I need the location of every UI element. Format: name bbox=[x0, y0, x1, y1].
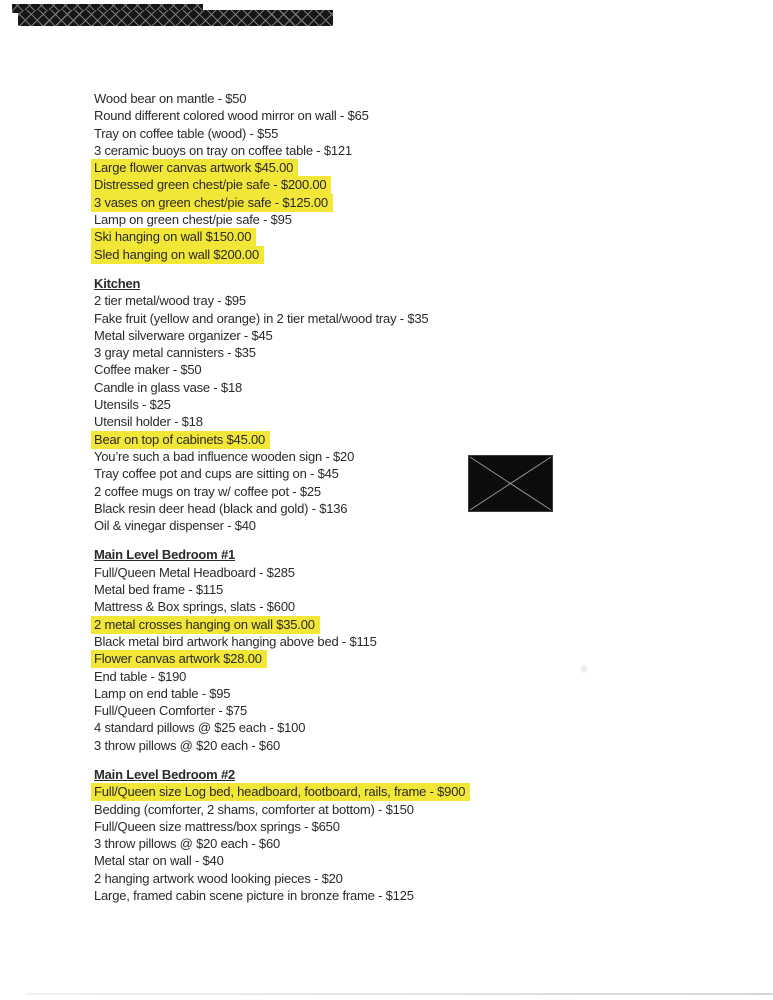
list-item bbox=[94, 125, 654, 142]
list-item bbox=[94, 719, 654, 736]
section-title: Kitchen bbox=[94, 275, 141, 291]
list-item bbox=[94, 835, 654, 852]
list-item bbox=[94, 737, 654, 754]
item-text: Tray coffee pot and cups are sitting on - $45 bbox=[94, 466, 339, 482]
item-text: 2 coffee mugs on tray w/ coffee pot - $25 bbox=[94, 483, 321, 499]
list-item bbox=[94, 413, 654, 430]
item-text: Metal silverware organizer - $45 bbox=[94, 327, 273, 343]
list-item bbox=[94, 887, 654, 904]
list-item bbox=[94, 598, 654, 615]
item-text: Mattress & Box springs, slats - $600 bbox=[94, 599, 295, 615]
list-item bbox=[94, 564, 654, 581]
item-text: Tray on coffee table (wood) - $55 bbox=[94, 125, 279, 141]
list-item bbox=[94, 783, 654, 800]
item-text: 3 gray metal cannisters - $35 bbox=[94, 345, 256, 361]
highlighted-item-text: Ski hanging on wall $150.00 bbox=[91, 228, 256, 246]
list-item bbox=[94, 90, 654, 107]
scan-edge-artifact bbox=[26, 993, 773, 995]
item-text: You’re such a bad influence wooden sign - $20 bbox=[94, 448, 355, 464]
list-item bbox=[94, 211, 654, 228]
item-text: Wood bear on mantle - $50 bbox=[94, 91, 247, 106]
list-item bbox=[94, 228, 654, 245]
list-item bbox=[94, 668, 654, 685]
item-text: Full/Queen size mattress/box springs - $650 bbox=[94, 818, 340, 834]
list-item bbox=[94, 801, 654, 818]
highlighted-item-text: 2 metal crosses hanging on wall $35.00 bbox=[91, 616, 320, 634]
section-untitled bbox=[94, 90, 654, 263]
item-text: 2 hanging artwork wood looking pieces - $20 bbox=[94, 870, 343, 886]
section-title: Main Level Bedroom #1 bbox=[94, 547, 236, 563]
item-text: Lamp on end table - $95 bbox=[94, 685, 231, 701]
redacted-photo-box bbox=[468, 455, 553, 512]
section-title: Main Level Bedroom #2 bbox=[94, 766, 236, 782]
item-text: Black metal bird artwork hanging above bed - $115 bbox=[94, 633, 377, 649]
item-text: End table - $190 bbox=[94, 668, 187, 684]
highlighted-item-text: Bear on top of cabinets $45.00 bbox=[91, 431, 270, 449]
item-text: Metal star on wall - $40 bbox=[94, 853, 224, 869]
list-item bbox=[94, 650, 654, 667]
item-text: 4 standard pillows @ $25 each - $100 bbox=[94, 720, 306, 736]
list-item bbox=[94, 361, 654, 378]
list-item bbox=[94, 327, 654, 344]
highlighted-item-text: Large flower canvas artwork $45.00 bbox=[91, 159, 298, 177]
item-text: Fake fruit (yellow and orange) in 2 tier metal/wood tray - $35 bbox=[94, 310, 429, 326]
list-item bbox=[94, 818, 654, 835]
item-text: 3 throw pillows @ $20 each - $60 bbox=[94, 737, 281, 753]
item-text: Black resin deer head (black and gold) - $136 bbox=[94, 500, 348, 516]
list-item bbox=[94, 581, 654, 598]
item-text: Bedding (comforter, 2 shams, comforter at bottom) - $150 bbox=[94, 801, 414, 817]
list-item bbox=[94, 517, 654, 534]
item-text: Full/Queen Metal Headboard - $285 bbox=[94, 564, 295, 580]
list-item bbox=[94, 107, 654, 124]
list-item bbox=[94, 431, 654, 448]
item-text: Large, framed cabin scene picture in bronze frame - $125 bbox=[94, 888, 414, 904]
inventory-list bbox=[94, 90, 654, 904]
list-item bbox=[94, 292, 654, 309]
list-item bbox=[94, 142, 654, 159]
highlighted-item-text: Flower canvas artwork $28.00 bbox=[91, 650, 267, 668]
item-text: Coffee maker - $50 bbox=[94, 362, 202, 378]
list-item bbox=[94, 159, 654, 176]
list-item bbox=[94, 448, 654, 465]
item-text: Round different colored wood mirror on wall - $65 bbox=[94, 108, 369, 124]
redacted-header-bar-main bbox=[18, 10, 333, 26]
section-main-level-bedroom-2 bbox=[94, 766, 654, 904]
item-text: 2 tier metal/wood tray - $95 bbox=[94, 293, 246, 309]
item-text: Full/Queen Comforter - $75 bbox=[94, 703, 248, 719]
x-cross-icon bbox=[469, 456, 552, 511]
highlighted-item-text: Sled hanging on wall $200.00 bbox=[91, 246, 264, 264]
list-item bbox=[94, 500, 654, 517]
highlighted-item-text: 3 vases on green chest/pie safe - $125.00 bbox=[91, 194, 333, 212]
section-main-level-bedroom-1 bbox=[94, 546, 654, 754]
list-item bbox=[94, 685, 654, 702]
item-text: Lamp on green chest/pie safe - $95 bbox=[94, 212, 292, 228]
list-item bbox=[94, 870, 654, 887]
item-text: 3 ceramic buoys on tray on coffee table - $121 bbox=[94, 142, 352, 158]
list-item bbox=[94, 465, 654, 482]
section-kitchen bbox=[94, 275, 654, 534]
list-item bbox=[94, 176, 654, 193]
list-item bbox=[94, 633, 654, 650]
list-item bbox=[94, 246, 654, 263]
highlighted-item-text: Distressed green chest/pie safe - $200.00 bbox=[91, 176, 331, 194]
scan-smudge-artifact bbox=[581, 665, 587, 673]
item-text: Utensils - $25 bbox=[94, 397, 171, 413]
list-item bbox=[94, 310, 654, 327]
list-item bbox=[94, 194, 654, 211]
list-item bbox=[94, 702, 654, 719]
list-item bbox=[94, 616, 654, 633]
item-text: Oil & vinegar dispenser - $40 bbox=[94, 518, 256, 534]
item-text: Utensil holder - $18 bbox=[94, 414, 203, 430]
list-item bbox=[94, 379, 654, 396]
list-item bbox=[94, 852, 654, 869]
highlighted-item-text: Full/Queen size Log bed, headboard, footboard, rails, frame - $900 bbox=[91, 783, 470, 801]
list-item bbox=[94, 396, 654, 413]
item-text: 3 throw pillows @ $20 each - $60 bbox=[94, 836, 281, 852]
item-text: Candle in glass vase - $18 bbox=[94, 379, 243, 395]
item-text: Metal bed frame - $115 bbox=[94, 582, 224, 598]
list-item bbox=[94, 483, 654, 500]
list-item bbox=[94, 344, 654, 361]
